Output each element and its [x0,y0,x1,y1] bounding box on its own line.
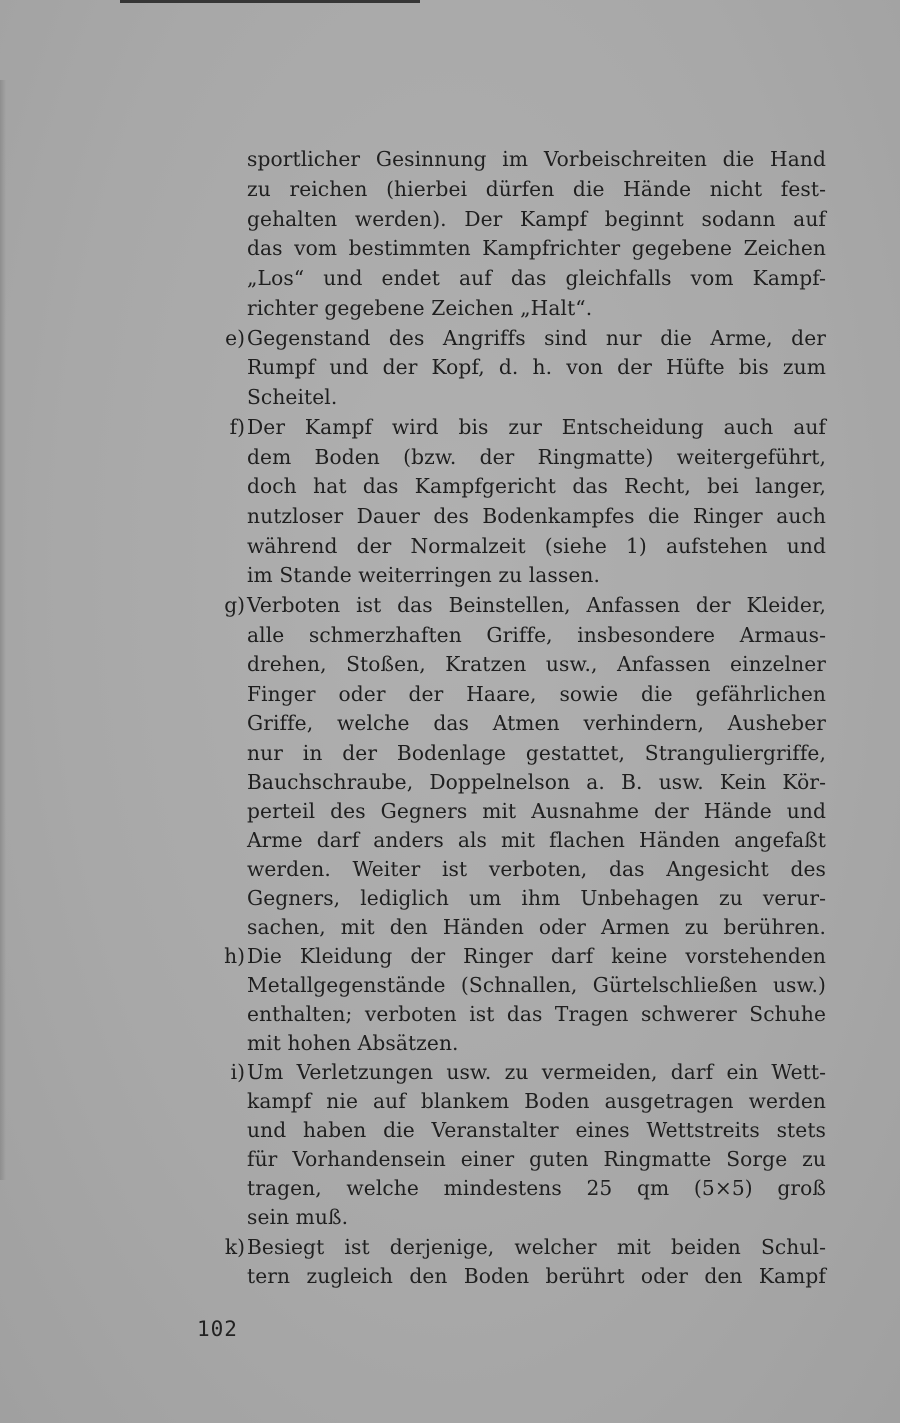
text-line: und haben die Veranstalter eines Wettstreits stets [247,1118,826,1142]
item-label: f) [229,415,245,439]
text-line: perteil des Gegners mit Ausnahme der Hände und [247,799,826,823]
text-line: mit hohen Absätzen. [247,1031,459,1055]
binding-shadow [0,80,6,1180]
text-line: richter gegebene Zeichen „Halt“. [247,296,593,320]
text-line: sportlicher Gesinnung im Vorbeischreiten die Hand [247,147,826,171]
text-line: nur in der Bodenlage gestattet, Stranguliergriffe, [247,741,826,765]
text-line: kampf nie auf blankem Boden ausgetragen werden [247,1089,826,1113]
item-label: i) [230,1060,245,1084]
text-line: Verboten ist das Beinstellen, Anfassen der Kleider, [247,593,826,617]
text-line: Griffe, welche das Atmen verhindern, Ausheber [247,711,826,735]
text-line: sein muß. [247,1205,349,1229]
text-line: Die Kleidung der Ringer darf keine vorstehenden [247,944,826,968]
text-line: Arme darf anders als mit flachen Händen angefaßt [247,828,826,852]
text-line: dem Boden (bzw. der Ringmatte) weitergeführt, [247,445,826,469]
item-label: k) [224,1235,245,1259]
item-label: g) [224,593,245,617]
text-line: Finger oder der Haare, sowie die gefährlichen [247,682,826,706]
text-line: Scheitel. [247,385,338,409]
text-line: sachen, mit den Händen oder Armen zu berühren. [247,915,826,939]
text-line: tragen, welche mindestens 25 qm (5×5) groß [247,1176,826,1200]
text-line: Bauchschraube, Doppelnelson a. B. usw. Kein Kör- [247,770,826,794]
text-line: enthalten; verboten ist das Tragen schwerer Schuhe [247,1002,826,1026]
text-line: Metallgegenstände (Schnallen, Gürtelschließen usw.) [247,973,826,997]
text-line: Der Kampf wird bis zur Entscheidung auch auf [247,415,826,439]
text-line: „Los“ und endet auf das gleichfalls vom Kampf- [247,266,826,290]
text-line: doch hat das Kampfgericht das Recht, bei langer, [247,474,826,498]
text-line: zu reichen (hierbei dürfen die Hände nicht fest- [247,177,826,201]
item-label: e) [225,326,245,350]
text-line: tern zugleich den Boden berührt oder den Kampf [247,1264,826,1288]
text-line: für Vorhandensein einer guten Ringmatte Sorge zu [247,1147,826,1171]
page-number: 102 [197,1317,238,1341]
text-line: werden. Weiter ist verboten, das Angesicht des [247,857,826,881]
scan-edge-shadow [120,0,420,3]
text-line: gehalten werden). Der Kampf beginnt sodann auf [247,207,826,231]
text-line: Gegenstand des Angriffs sind nur die Arme, der [247,326,826,350]
text-line: drehen, Stoßen, Kratzen usw., Anfassen einzelner [247,652,826,676]
text-line: während der Normalzeit (siehe 1) aufstehen und [247,534,826,558]
text-line: das vom bestimmten Kampfrichter gegebene Zeichen [247,236,826,260]
text-line: Rumpf und der Kopf, d. h. von der Hüfte bis zum [247,355,826,379]
text-line: im Stande weiterringen zu lassen. [247,563,601,587]
text-line: Gegners, lediglich um ihm Unbehagen zu verur- [247,886,826,910]
item-label: h) [224,944,245,968]
text-line: Um Verletzungen usw. zu vermeiden, darf ein Wett- [247,1060,826,1084]
text-line: nutzloser Dauer des Bodenkampfes die Ringer auch [247,504,826,528]
text-line: Besiegt ist derjenige, welcher mit beiden Schul- [247,1235,826,1259]
text-line: alle schmerzhaften Griffe, insbesondere Armaus- [247,623,826,647]
